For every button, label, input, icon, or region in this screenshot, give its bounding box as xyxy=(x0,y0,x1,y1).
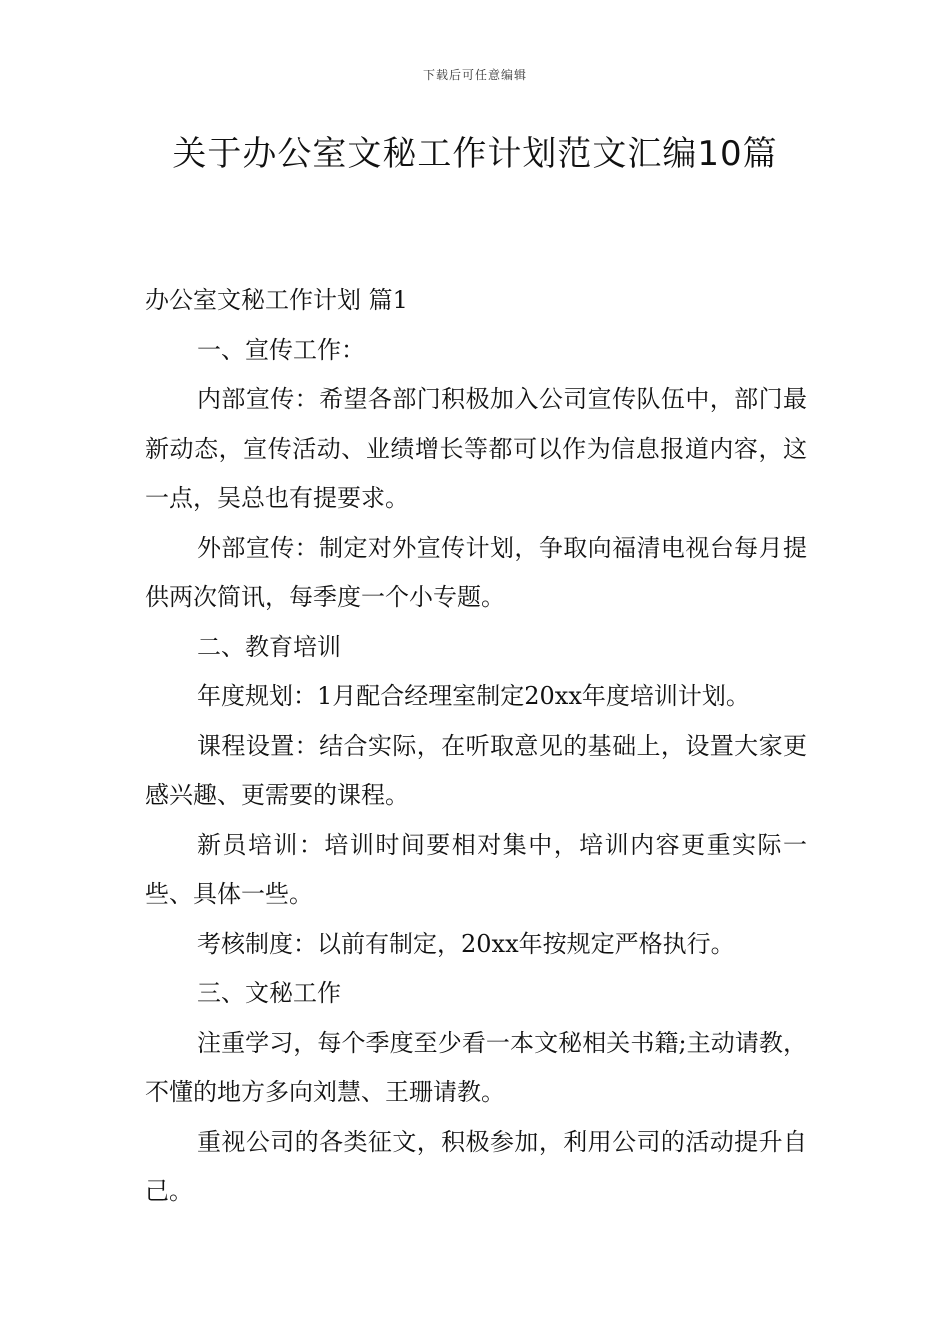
document-title: 关于办公室文秘工作计划范文汇编10篇 xyxy=(172,134,778,174)
paragraph-study: 注重学习，每个季度至少看一本文秘相关书籍;主动请教，不懂的地方多向刘慧、王珊请教。 xyxy=(145,1028,807,1106)
document-body xyxy=(145,276,807,1217)
paragraph-new-staff-training: 新员培训：培训时间要相对集中，培训内容更重实际一些、具体一些。 xyxy=(145,830,807,908)
header-note: 下载后可任意编辑 xyxy=(422,68,527,82)
paragraph-assessment: 考核制度：以前有制定，20xx年按规定严格执行。 xyxy=(197,929,735,958)
subheading-training: 二、教育培训 xyxy=(197,632,341,661)
subheading-secretarial: 三、文秘工作 xyxy=(197,979,341,1007)
subheading-publicity: 一、宣传工作： xyxy=(197,335,365,364)
paragraph-course-setup: 课程设置：结合实际，在听取意见的基础上，设置大家更感兴趣、更需要的课程。 xyxy=(145,731,807,809)
paragraph-external-publicity: 外部宣传：制定对外宣传计划，争取向福清电视台每月提供两次简讯，每季度一个小专题。 xyxy=(145,533,807,611)
paragraph-internal-publicity: 内部宣传：希望各部门积极加入公司宣传队伍中，部门最新动态，宣传活动、业绩增长等都可以作为信息报道内容，这一点，吴总也有提要求。 xyxy=(145,385,807,512)
section-heading: 办公室文秘工作计划 篇1 xyxy=(145,286,408,314)
paragraph-annual-plan: 年度规划：1月配合经理室制定20xx年度培训计划。 xyxy=(197,682,750,710)
paragraph-essays: 重视公司的各类征文，积极参加，利用公司的活动提升自己。 xyxy=(145,1127,807,1205)
